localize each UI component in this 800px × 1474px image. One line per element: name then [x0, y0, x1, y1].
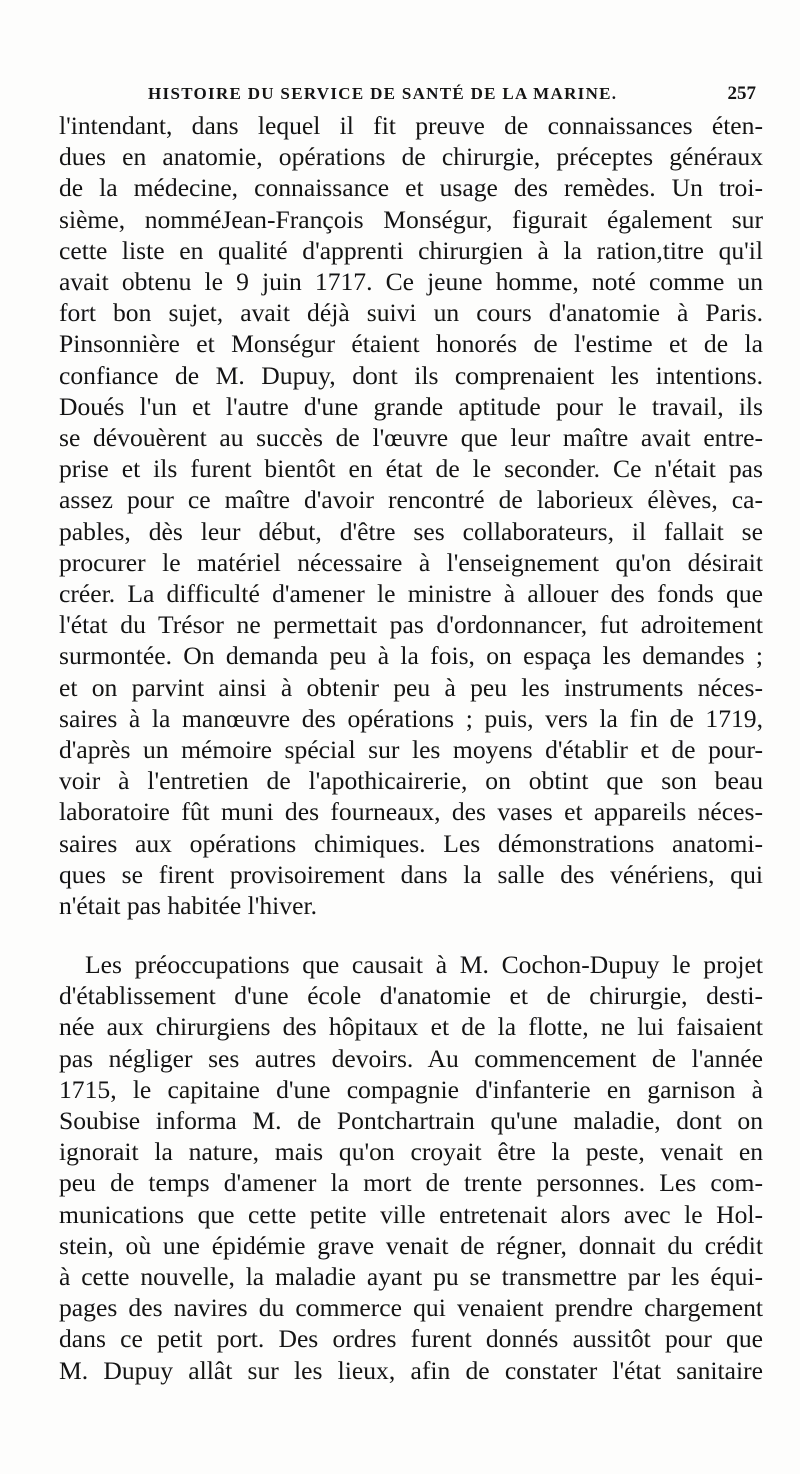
- text-line: cette liste en qualité d'apprenti chirurgien à la ration,titre qu'il: [59, 235, 763, 265]
- text-line: pages des navires du commerce qui venaient prendre chargement: [59, 1293, 763, 1323]
- text-line: saires aux opérations chimiques. Les démonstrations anatomi-: [59, 828, 763, 858]
- text-line: d'établissement d'une école d'anatomie et de chirurgie, desti-: [59, 981, 763, 1011]
- text-line: Doués l'un et l'autre d'une grande aptitude pour le travail, ils: [59, 391, 763, 421]
- text-line: à cette nouvelle, la maladie ayant pu se transmettre par les équi-: [59, 1262, 763, 1291]
- text-line: surmontée. On demanda peu à la fois, on espaça les demandes ;: [59, 641, 763, 671]
- page-number: 257: [727, 83, 756, 104]
- text-line: sième, nomméJean-François Monségur, figurait également sur: [59, 204, 763, 234]
- text-line: peu de temps d'amener la mort de trente personnes. Les com-: [59, 1168, 763, 1198]
- text-line: stein, où une épidémie grave venait de régner, donnait du crédit: [59, 1230, 763, 1260]
- text-line: se dévouèrent au succès de l'œuvre que leur maître avait entre-: [59, 423, 763, 452]
- text-line: assez pour ce maître d'avoir rencontré de laborieux élèves, ca-: [59, 485, 763, 515]
- text-line: l'intendant, dans lequel il fit preuve de connaissances éten-: [59, 111, 763, 140]
- text-line: née aux chirurgiens des hôpitaux et de la flotte, ne lui faisaient: [59, 1012, 763, 1042]
- text-line: prise et ils furent bientôt en état de le seconder. Ce n'était pas: [59, 454, 763, 484]
- text-line: saires à la manœuvre des opérations ; puis, vers la fin de 1719,: [59, 703, 763, 733]
- text-line: pables, dès leur début, d'être ses collaborateurs, il fallait se: [59, 516, 763, 546]
- text-line: ignorait la nature, mais qu'on croyait être la peste, venait en: [59, 1137, 763, 1167]
- text-line: l'état du Trésor ne permettait pas d'ordonnancer, fut adroitement: [59, 610, 763, 640]
- text-line: et on parvint ainsi à obtenir peu à peu les instruments néces-: [59, 672, 763, 702]
- text-line: créer. La difficulté d'amener le ministre à allouer des fonds que: [59, 579, 763, 608]
- page-header: [148, 84, 756, 112]
- text-line: laboratoire fût muni des fourneaux, des vases et appareils néces-: [59, 797, 763, 827]
- text-line: procurer le matériel nécessaire à l'enseignement qu'on désirait: [59, 547, 763, 577]
- text-line: dans ce petit port. Des ordres furent donnés aussitôt pour que: [59, 1324, 763, 1354]
- text-line: dues en anatomie, opérations de chirurgie, préceptes généraux: [59, 142, 763, 172]
- text-line: M. Dupuy allât sur les lieux, afin de constater l'état sanitaire: [59, 1355, 763, 1385]
- text-line: Les préoccupations que causait à M. Cochon-Dupuy le projet: [85, 950, 763, 979]
- text-line: 1715, le capitaine d'une compagnie d'infanterie en garnison à: [59, 1074, 763, 1104]
- text-line: fort bon sujet, avait déjà suivi un cours d'anatomie à Paris.: [59, 298, 763, 328]
- text-line: d'après un mémoire spécial sur les moyens d'établir et de pour-: [59, 735, 763, 764]
- text-line: de la médecine, connaissance et usage des remèdes. Un troi-: [59, 173, 763, 203]
- running-title: HISTOIRE DU SERVICE DE SANTÉ DE LA MARINE.: [148, 84, 618, 103]
- text-line: voir à l'entretien de l'apothicairerie, on obtint que son beau: [59, 766, 763, 796]
- text-line: confiance de M. Dupuy, dont ils comprenaient les intentions.: [59, 360, 763, 390]
- text-line: ques se firent provisoirement dans la salle des vénériens, qui: [59, 859, 763, 889]
- text-line: Soubise informa M. de Pontchartrain qu'une maladie, dont on: [59, 1106, 763, 1135]
- text-line: munications que cette petite ville entretenait alors avec le Hol-: [59, 1199, 763, 1229]
- text-line: Pinsonnière et Monségur étaient honorés de l'estime et de la: [59, 329, 763, 359]
- text-line: n'était pas habitée l'hiver.: [59, 891, 317, 920]
- text-line: pas négliger ses autres devoirs. Au commencement de l'année: [59, 1043, 763, 1073]
- text-line: avait obtenu le 9 juin 1717. Ce jeune homme, noté comme un: [59, 267, 763, 296]
